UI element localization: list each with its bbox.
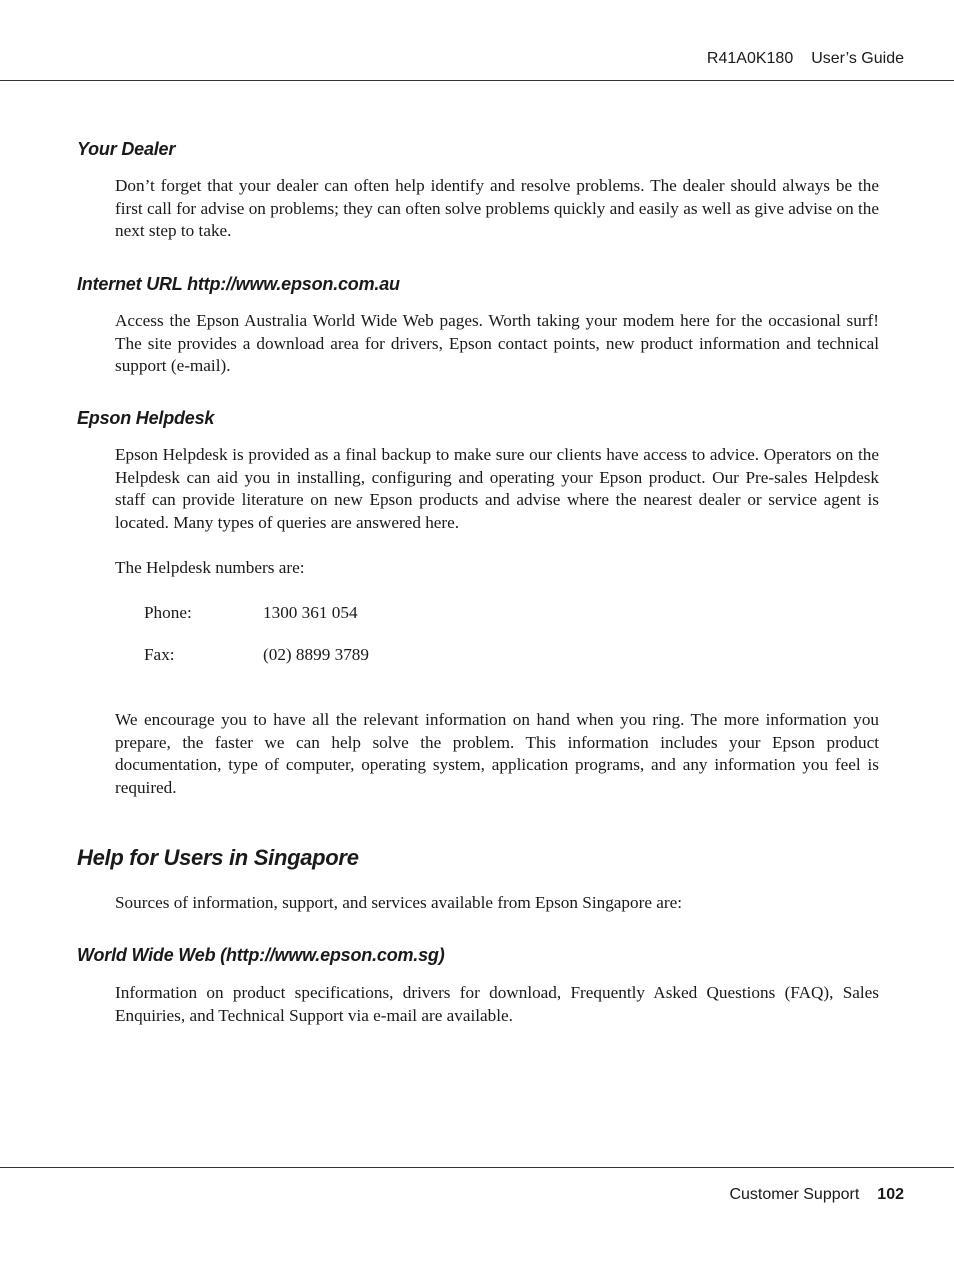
heading-internet-url: Internet URL http://www.epson.com.au (77, 274, 400, 294)
page-number: 102 (877, 1186, 904, 1203)
paragraph-internet-url: Access the Epson Australia World Wide Web pages. Worth taking your modem here for the occasional surf! The site provides a download area for drivers, Epson contact points, new product information and technical support (e-mail). (115, 311, 879, 376)
footer-rule (0, 1167, 954, 1168)
heading-epson-helpdesk: Epson Helpdesk (77, 408, 215, 428)
fax-number: (02) 8899 3789 (263, 645, 369, 664)
page-header (707, 50, 904, 68)
heading-world-wide-web: World Wide Web (http://www.epson.com.sg) (77, 945, 445, 965)
paragraph-singapore-intro: Sources of information, support, and services available from Epson Singapore are: (115, 893, 683, 912)
document-id: R41A0K180 (706, 50, 794, 67)
phone-number: 1300 361 054 (263, 603, 358, 622)
heading-singapore: Help for Users in Singapore (77, 845, 359, 870)
fax-label: Fax: (144, 645, 175, 664)
document-title: User’s Guide (811, 50, 904, 67)
paragraph-epson-helpdesk: Epson Helpdesk is provided as a final backup to make sure our clients have access to advice. Operators on the Helpdesk can aid you in installing, configuring and operating your Epson product. Our Pre-sales Helpdesk staff can provide literature on new Epson products and advise where the nearest dealer or service agent is located. Many types of queries are answered here. (115, 445, 879, 532)
header-rule (0, 80, 954, 81)
paragraph-helpdesk-closing: We encourage you to have all the relevant information on hand when you ring. The more information you prepare, the faster we can help solve the problem. This information includes your Epson product documentation, type of computer, operating system, application programs, and any information you feel is required. (115, 710, 879, 797)
paragraph-world-wide-web: Information on product specifications, drivers for download, Frequently Asked Questions (FAQ), Sales Enquiries, and Technical Support via e-mail are available. (115, 983, 879, 1025)
paragraph-your-dealer: Don’t forget that your dealer can often help identify and resolve problems. The dealer should always be the first call for advise on problems; they can often solve problems quickly and easily as well as give advise on the next step to take. (115, 176, 879, 241)
helpdesk-numbers-intro: The Helpdesk numbers are: (115, 558, 305, 577)
page-footer (729, 1186, 904, 1204)
footer-section-name: Customer Support (729, 1186, 860, 1203)
phone-row (144, 602, 358, 624)
fax-row (144, 644, 369, 666)
phone-label: Phone: (144, 603, 192, 622)
heading-your-dealer: Your Dealer (77, 139, 176, 159)
